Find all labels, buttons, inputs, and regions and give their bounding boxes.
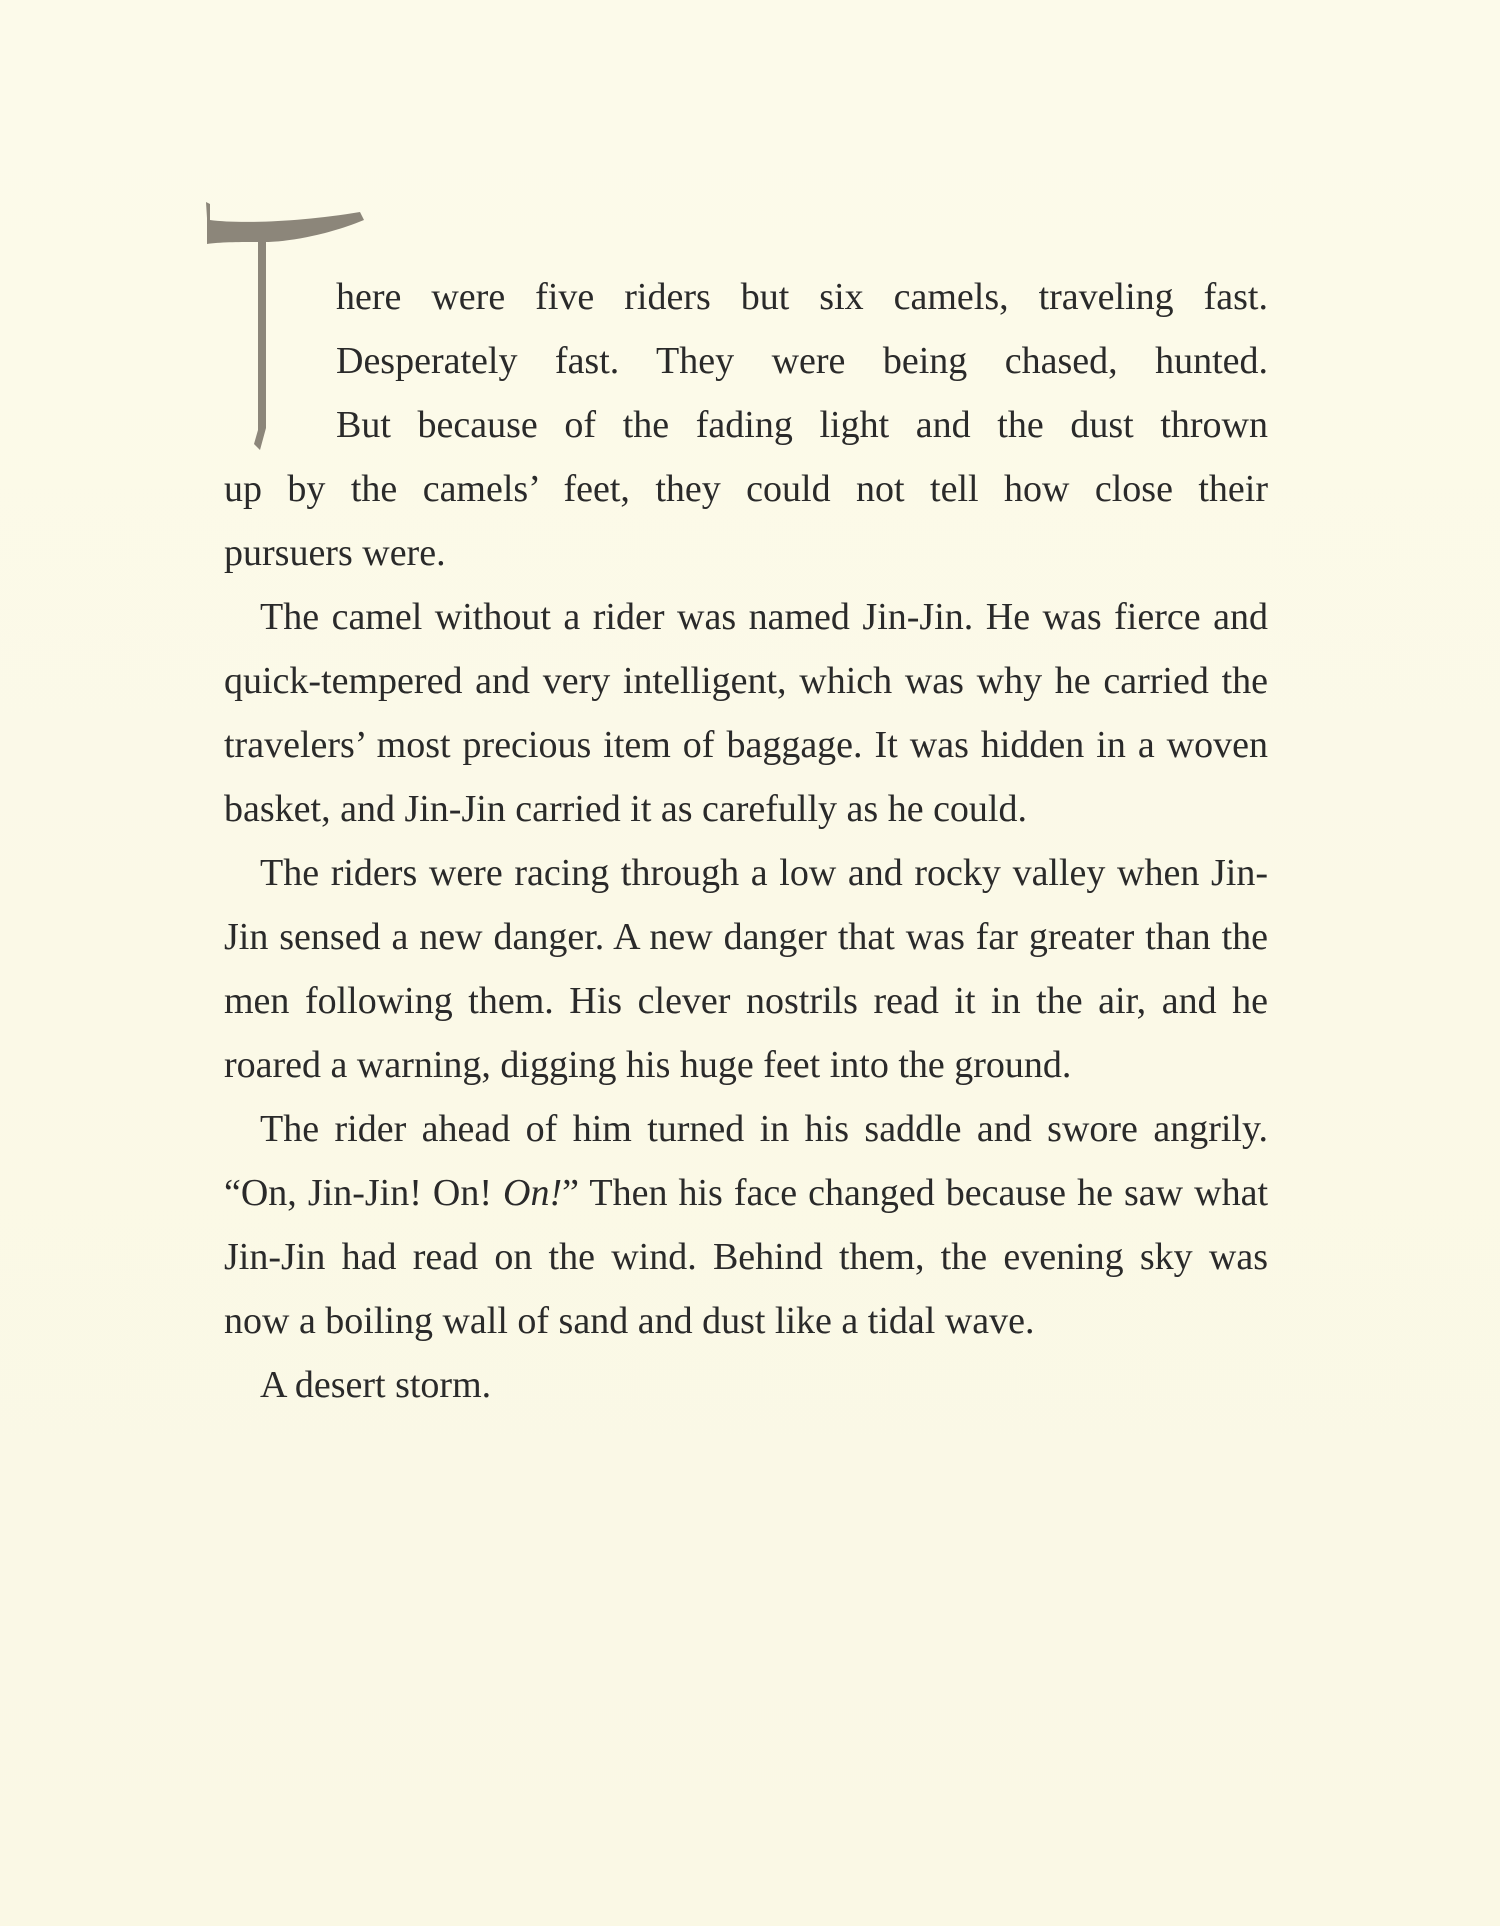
paragraph-1 [224,265,1268,585]
paragraph-1-line-1: here were five riders but six camels, traveling fast. [336,276,1268,318]
paragraph-3: The riders were racing through a low and rocky valley when Jin-Jin sensed a new danger. A new danger that was far greater than the men following them. His clever nostrils read it in the air, and he roared a warning, digging his huge feet into the ground. [224,852,1268,1086]
paragraph-1-line-3: But because of the fading light and the dust thrown [336,404,1268,446]
paragraph-1-line-4: up by the camels’ feet, they could not tell how close their [224,468,1268,510]
paragraph-1-line-5: pursuers were. [224,532,446,574]
paragraph-5: A desert storm. [260,1364,492,1406]
paragraph-4-end: ” Then his face changed because he saw what Jin-Jin had read on the wind. Behind them, the evening sky was now a boiling wall of sand and dust like a tidal wave. [224,1172,1268,1342]
paragraph-2: The camel without a rider was named Jin-Jin. He was fierce and quick-tempered and very intelligent, which was why he carried the travelers’ most precious item of baggage. It was hidden in a woven basket, and Jin-Jin carried it as carefully as he could. [224,596,1268,830]
story-text [224,265,1268,1417]
paragraph-4-italic: On! [503,1172,563,1214]
paragraph-4 [224,1097,1268,1353]
paragraph-1-line-2: Desperately fast. They were being chased, hunted. [336,340,1268,382]
paragraph-4-start: The rider ahead of him turned in his saddle and swore angrily. “On, Jin-Jin! On! [224,1108,1268,1214]
